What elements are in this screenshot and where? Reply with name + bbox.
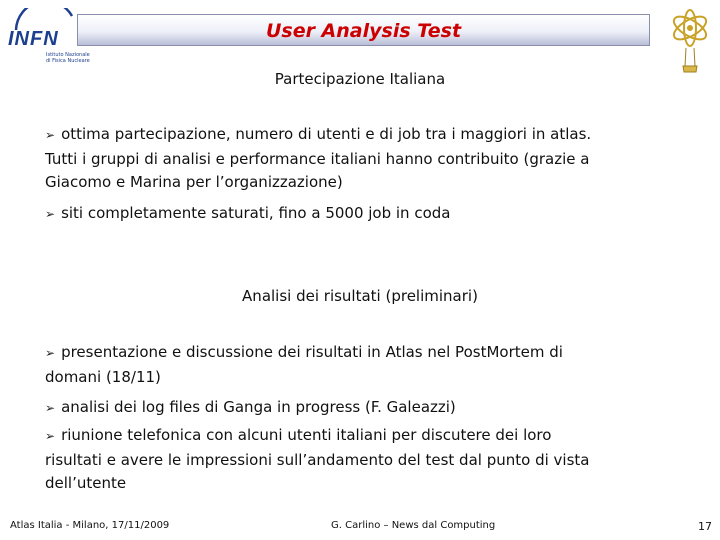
infn-logo-sub-1: Istituto Nazionale [46, 52, 90, 58]
infn-logo-subtitle [46, 52, 90, 64]
arrow-bullet-icon: ➢ [45, 401, 56, 415]
bullet-text-line: Giacomo e Marina per l’organizzazione) [45, 173, 343, 191]
bullet-phone-meeting [45, 424, 675, 496]
bullet-text-line: siti completamente saturati, fino a 5000 job in coda [61, 204, 451, 222]
infn-logo-sub-2: di Fisica Nucleare [46, 58, 90, 64]
bullet-text-line: presentazione e discussione dei risultati in Atlas nel PostMortem di [61, 343, 563, 361]
arrow-bullet-icon: ➢ [45, 207, 56, 221]
section-heading-participation: Partecipazione Italiana [274, 70, 446, 88]
bullet-saturation [45, 202, 675, 227]
bullet-text-line: ottima partecipazione, numero di utenti e di job tra i maggiori in atlas. [61, 125, 592, 143]
infn-logo-text: INFN [8, 28, 59, 50]
section-heading-analysis: Analisi dei risultati (preliminari) [242, 287, 478, 305]
arrow-bullet-icon: ➢ [45, 128, 56, 142]
bullet-text-line: Tutti i gruppi di analisi e performance italiani hanno contribuito (grazie a [45, 149, 590, 168]
bullet-text-line: analisi dei log files di Ganga in progress (F. Galeazzi) [61, 398, 456, 416]
footer-author: G. Carlino – News dal Computing [331, 520, 496, 531]
arrow-bullet-icon: ➢ [45, 429, 56, 443]
atlas-logo-icon [668, 4, 712, 74]
bullet-participation [45, 123, 675, 195]
footer-event: Atlas Italia - Milano, 17/11/2009 [10, 520, 170, 531]
bullet-text-line: riunione telefonica con alcuni utenti italiani per discutere dei loro [61, 426, 552, 444]
arrow-bullet-icon: ➢ [45, 346, 56, 360]
slide-title-bar [77, 14, 650, 46]
page-number: 17 [698, 520, 712, 533]
bullet-text-line: dell’utente [45, 474, 127, 492]
bullet-presentation [45, 341, 675, 389]
bullet-log-analysis [45, 396, 675, 421]
bullet-text-line: domani (18/11) [45, 367, 161, 386]
bullet-text-line: risultati e avere le impressioni sull’andamento del test dal punto di vista [45, 450, 590, 469]
slide-title: User Analysis Test [265, 20, 462, 42]
